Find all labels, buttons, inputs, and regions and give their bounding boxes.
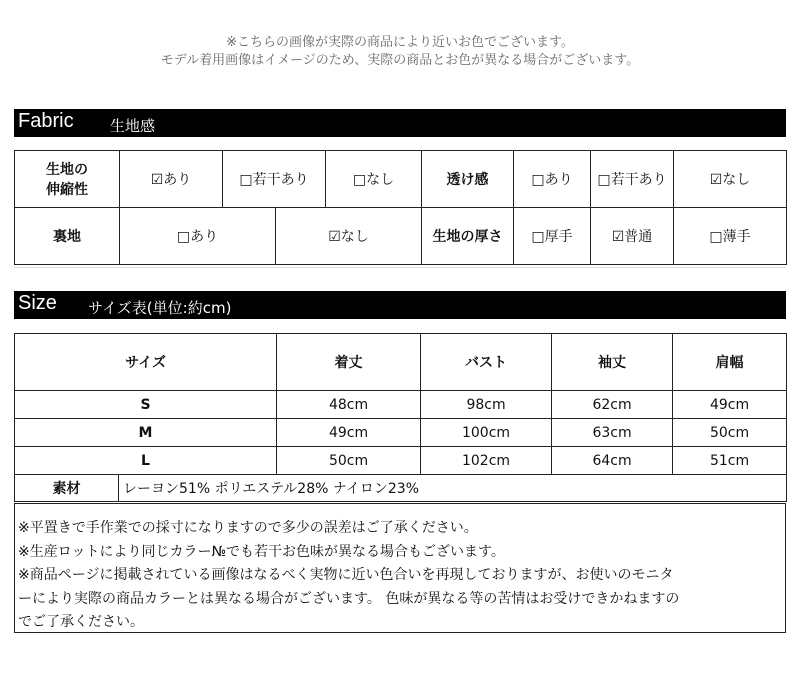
thickness-option-normal: ☑普通 — [591, 208, 674, 265]
lining-option-none: ☑なし — [276, 208, 422, 265]
table-row — [15, 447, 787, 475]
size-subtitle: サイズ表(単位:約cm) — [88, 299, 232, 317]
stretch-label: 生地の 伸縮性 — [15, 151, 120, 208]
sheer-option-yes: □あり — [514, 151, 591, 208]
table-row — [15, 391, 787, 419]
sheer-option-none: ☑なし — [674, 151, 787, 208]
header-bust: バスト — [421, 334, 552, 391]
header-sleeve: 袖丈 — [552, 334, 673, 391]
size-cell: L — [15, 447, 277, 475]
material-row — [15, 475, 787, 502]
note-line: ※平置きで手作業での採寸になりますので多少の誤差はご了承ください。 — [18, 520, 478, 536]
size-section-header — [14, 291, 786, 319]
shoulder-cell: 51cm — [673, 447, 787, 475]
note-line: ーにより実際の商品カラーとは異なる場合がございます。 色味が異なる等の苦情はお受けできかねますの — [18, 590, 680, 607]
header-shoulder: 肩幅 — [673, 334, 787, 391]
fabric-title: Fabric — [18, 110, 74, 132]
fabric-row-lining — [15, 208, 787, 265]
shoulder-cell: 50cm — [673, 419, 787, 447]
lining-option-yes: □あり — [120, 208, 276, 265]
material-label: 素材 — [15, 475, 119, 502]
fabric-table — [14, 150, 787, 265]
material-value: レーヨン51% ポリエステル28% ナイロン23% — [119, 475, 787, 502]
lining-label: 裏地 — [15, 208, 120, 265]
size-table — [14, 333, 787, 502]
thickness-option-thin: □薄手 — [674, 208, 787, 265]
note-line: ※生産ロットにより同じカラー№でも若干お色味が異なる場合もございます。 — [18, 543, 505, 560]
notice-line-1: ※こちらの画像が実際の商品により近いお色でございます。 — [226, 35, 574, 50]
thickness-label: 生地の厚さ — [422, 208, 514, 265]
notes-box — [14, 503, 786, 633]
length-cell: 50cm — [277, 447, 421, 475]
size-cell: S — [15, 391, 277, 419]
divider — [14, 267, 786, 268]
notice-line-2: モデル着用画像はイメージのため、実際の商品とお色が異なる場合がございます。 — [160, 53, 640, 68]
stretch-option-none: □なし — [326, 151, 422, 208]
sleeve-cell: 63cm — [552, 419, 673, 447]
length-cell: 49cm — [277, 419, 421, 447]
size-title: Size — [18, 292, 57, 314]
stretch-option-yes: ☑あり — [120, 151, 223, 208]
fabric-row-stretch — [15, 151, 787, 208]
size-header-row — [15, 334, 787, 391]
sleeve-cell: 64cm — [552, 447, 673, 475]
bust-cell: 100cm — [421, 419, 552, 447]
length-cell: 48cm — [277, 391, 421, 419]
header-length: 着丈 — [277, 334, 421, 391]
bust-cell: 102cm — [421, 447, 552, 475]
note-line: でご了承ください。 — [18, 614, 144, 630]
shoulder-cell: 49cm — [673, 391, 787, 419]
stretch-option-slight: □若干あり — [223, 151, 326, 208]
size-cell: M — [15, 419, 277, 447]
sleeve-cell: 62cm — [552, 391, 673, 419]
sheer-label: 透け感 — [422, 151, 514, 208]
fabric-section-header — [14, 109, 786, 137]
fabric-subtitle: 生地感 — [110, 117, 156, 135]
note-line: ※商品ページに掲載されている画像はなるべく実物に近い色合いを再現しておりますが、お使いのモニタ — [18, 567, 674, 583]
header-size: サイズ — [15, 334, 277, 391]
sheer-option-slight: □若干あり — [591, 151, 674, 208]
thickness-option-thick: □厚手 — [514, 208, 591, 265]
bust-cell: 98cm — [421, 391, 552, 419]
table-row — [15, 419, 787, 447]
